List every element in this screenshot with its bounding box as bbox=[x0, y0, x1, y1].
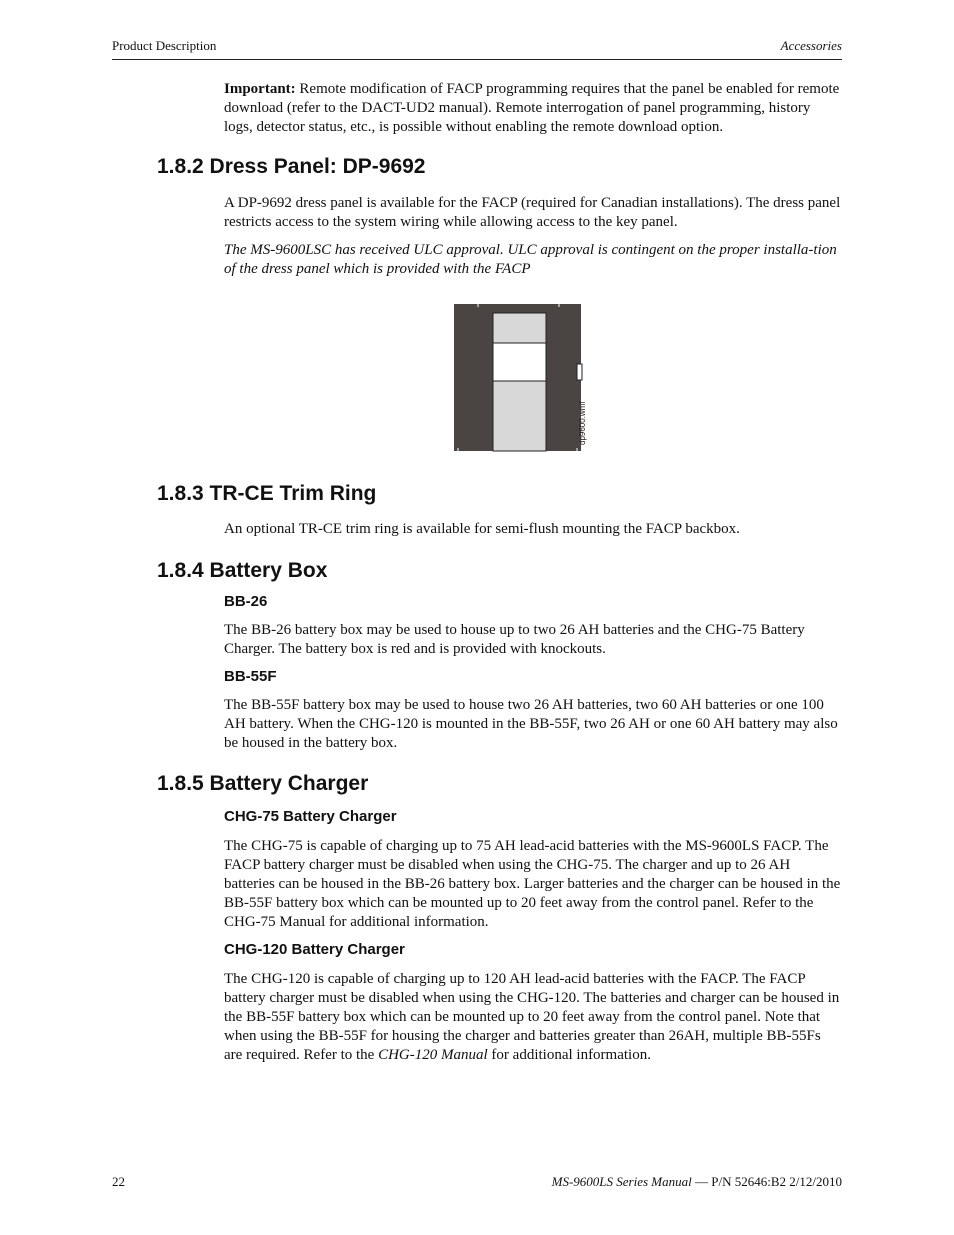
bb55f-paragraph: The BB-55F battery box may be used to house two 26 AH batteries, two 60 AH batteries or one 100 AH battery. When the CHG-120 is mounted in the BB-55F, two 26 AH or one 60 AH battery may also be housed in the battery box. bbox=[224, 697, 838, 751]
header-section-title: Product Description bbox=[112, 38, 217, 53]
page-number: 22 bbox=[112, 1174, 125, 1189]
subheading-chg75: CHG-75 Battery Charger bbox=[224, 808, 397, 825]
subheading-chg120: CHG-120 Battery Charger bbox=[224, 941, 405, 958]
subheading-bb26: BB-26 bbox=[224, 593, 268, 610]
chg120-paragraph bbox=[224, 970, 842, 1065]
important-label: Important: bbox=[224, 81, 296, 97]
footer-part-number: — P/N 52646:B2 2/12/2010 bbox=[691, 1174, 842, 1189]
panel-side-latch bbox=[577, 364, 582, 380]
page-footer bbox=[112, 1174, 842, 1194]
chg120-text-start: The CHG-120 is capable of charging up to 120 AH lead-acid batteries with the FACP. The FACP battery charger must be disabled when using the CHG-120. The batteries and charger can be housed in the BB-55F battery box which can be mounted up to 20 feet away from the control panel. Note that when using the BB-55F for housing the charger and batteries greater than 26AH, multiple BB-55Fs are required. Refer to the bbox=[224, 971, 840, 1063]
footer-manual-title: MS-9600LS Series Manual bbox=[551, 1174, 692, 1189]
subheading-bb55f: BB-55F bbox=[224, 668, 277, 685]
chg75-paragraph: The CHG-75 is capable of charging up to 75 AH lead-acid batteries with the MS-9600LS FACP. The FACP battery charger must be disabled when using the CHG-75. The charger and up to 26 AH batteries can be housed in the BB-26 battery box. Larger batteries and the charger can be housed in the BB-55F battery box which can be mounted up to 20 feet away from the control panel. Refer to the CHG-75 Manual for additional information. bbox=[224, 838, 841, 930]
bb26-paragraph: The BB-26 battery box may be used to house up to two 26 AH batteries and the CHG-75 Battery Charger. The battery box is red and is provided with knockouts. bbox=[224, 622, 805, 657]
dress-panel-drawing bbox=[452, 302, 612, 454]
heading-battery-charger: 1.8.5 Battery Charger bbox=[157, 772, 369, 795]
heading-battery-box: 1.8.4 Battery Box bbox=[157, 559, 328, 582]
important-note bbox=[224, 80, 842, 137]
chg120-text-end: for additional information. bbox=[487, 1047, 651, 1063]
trim-ring-paragraph: An optional TR-CE trim ring is available for semi-flush mounting the FACP backbox. bbox=[224, 521, 740, 537]
footer-document-id bbox=[552, 1174, 842, 1190]
dress-panel-paragraph: A DP-9692 dress panel is available for the FACP (required for Canadian installations). The dress panel restricts access to the system wiring while allowing access to the key panel. bbox=[224, 195, 841, 230]
heading-dress-panel: 1.8.2 Dress Panel: DP-9692 bbox=[157, 155, 426, 178]
panel-lower-window bbox=[493, 381, 546, 451]
heading-trim-ring: 1.8.3 TR-CE Trim Ring bbox=[157, 482, 377, 505]
important-text: Remote modification of FACP programming requires that the panel be enabled for remote download (refer to the DACT-UD2 manual). Remote interrogation of panel programming, history logs, detector status, etc., is possible without enabling the remote download option. bbox=[224, 81, 840, 135]
ulc-approval-note: The MS-9600LSC has received ULC approval. ULC approval is contingent on the proper installa-tion of the dress panel which is provided with the FACP bbox=[224, 242, 837, 277]
figure-filename: dp9600.wmf bbox=[578, 401, 587, 445]
key-panel-opening bbox=[493, 343, 546, 381]
panel-top-window bbox=[493, 313, 546, 343]
header-chapter-title: Accessories bbox=[780, 38, 842, 53]
chg120-manual-title: CHG-120 Manual bbox=[378, 1047, 488, 1063]
page-header bbox=[112, 37, 842, 60]
dress-panel-figure bbox=[452, 302, 612, 454]
